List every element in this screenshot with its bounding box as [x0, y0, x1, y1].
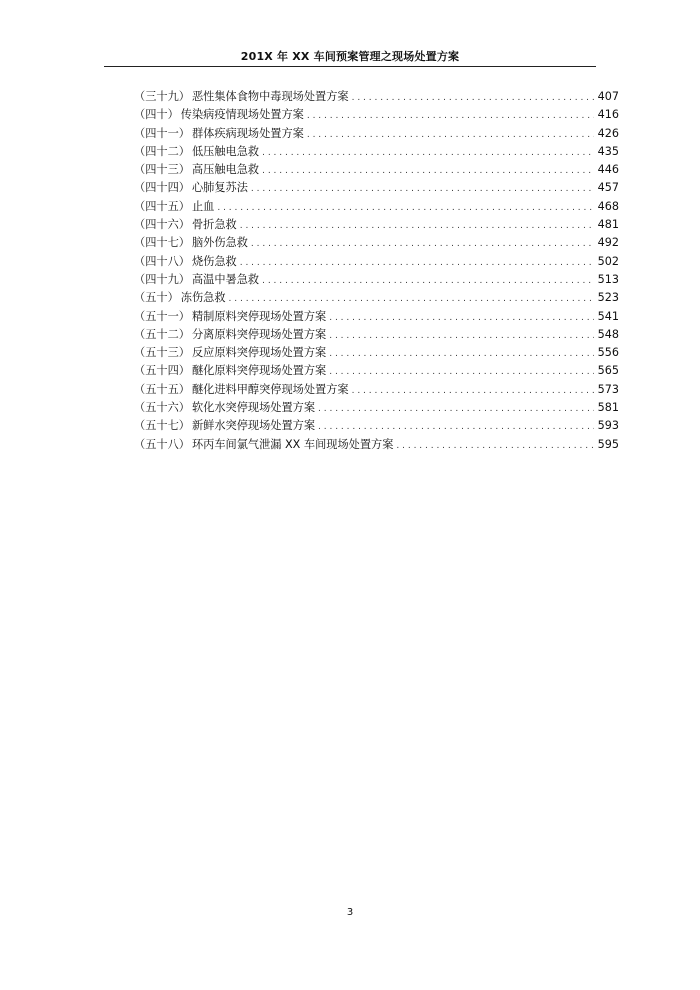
toc-dot-leader — [329, 345, 594, 363]
toc-entry-title: 高温中暑急救 — [191, 272, 260, 286]
toc-entry-page: 556 — [597, 346, 619, 360]
toc-dot-leader — [240, 254, 594, 272]
toc-entry-page: 426 — [597, 126, 619, 140]
toc-entry-number: （四十） — [134, 108, 179, 122]
toc-entry-title: 分离原料突停现场处置方案 — [191, 327, 327, 341]
toc-entry[interactable] — [134, 399, 619, 417]
toc-dot-leader — [262, 272, 594, 290]
table-of-contents — [134, 88, 619, 454]
toc-entry-title: 反应原料突停现场处置方案 — [191, 346, 327, 360]
toc-entry-number: （五十七） — [134, 419, 190, 433]
toc-entry-title: 止血 — [191, 199, 215, 213]
toc-entry-page: 581 — [597, 401, 619, 415]
toc-dot-leader — [352, 382, 594, 400]
toc-dot-leader — [240, 217, 594, 235]
toc-entry-number: （五十五） — [134, 382, 190, 396]
toc-entry-page: 541 — [597, 309, 619, 323]
toc-entry[interactable] — [134, 271, 619, 289]
toc-entry-page: 523 — [597, 291, 619, 305]
toc-entry-page: 481 — [597, 218, 619, 232]
toc-dot-leader — [307, 126, 594, 144]
toc-dot-leader — [318, 400, 594, 418]
toc-entry-page: 416 — [597, 108, 619, 122]
toc-entry-title: 心肺复苏法 — [191, 181, 248, 195]
toc-entry[interactable] — [134, 179, 619, 197]
toc-entry-title: 醚化原料突停现场处置方案 — [191, 364, 327, 378]
toc-entry-title: 骨折急救 — [191, 218, 237, 232]
toc-entry[interactable] — [134, 161, 619, 179]
toc-entry[interactable] — [134, 381, 619, 399]
toc-entry[interactable] — [134, 308, 619, 326]
toc-entry-number: （四十八） — [134, 254, 190, 268]
toc-entry-number: （五十八） — [134, 437, 190, 451]
toc-entry-page: 565 — [597, 364, 619, 378]
toc-dot-leader — [329, 309, 594, 327]
toc-entry-page: 593 — [597, 419, 619, 433]
toc-entry-number: （五十六） — [134, 401, 190, 415]
toc-entry-number: （四十七） — [134, 236, 190, 250]
toc-entry[interactable] — [134, 417, 619, 435]
toc-dot-leader — [217, 199, 594, 217]
toc-entry-page: 548 — [597, 327, 619, 341]
toc-entry[interactable] — [134, 106, 619, 124]
toc-dot-leader — [329, 327, 594, 345]
toc-dot-leader — [318, 418, 594, 436]
toc-entry-number: （三十九） — [134, 90, 190, 103]
toc-entry-page: 502 — [597, 254, 619, 268]
header-divider — [104, 66, 596, 67]
toc-entry-page: 573 — [597, 382, 619, 396]
toc-entry[interactable] — [134, 216, 619, 234]
toc-dot-leader — [251, 180, 594, 198]
toc-dot-leader — [251, 235, 594, 253]
toc-entry-page: 446 — [597, 163, 619, 177]
toc-dot-leader — [396, 437, 594, 455]
toc-entry[interactable] — [134, 253, 619, 271]
toc-entry-number: （四十四） — [134, 181, 190, 195]
toc-entry-page: 457 — [597, 181, 619, 195]
toc-entry-number: （五十一） — [134, 309, 190, 323]
toc-entry[interactable] — [134, 143, 619, 161]
toc-entry-title: 精制原料突停现场处置方案 — [191, 309, 327, 323]
toc-dot-leader — [262, 144, 594, 162]
toc-entry-title: 环丙车间氯气泄漏 XX 车间现场处置方案 — [191, 437, 394, 451]
toc-entry[interactable] — [134, 88, 619, 106]
toc-entry-number: （五十） — [134, 291, 179, 305]
toc-entry-title: 醚化进料甲醇突停现场处置方案 — [191, 382, 349, 396]
toc-dot-leader — [262, 162, 594, 180]
toc-entry-number: （五十四） — [134, 364, 190, 378]
toc-entry-title: 冻伤急救 — [180, 291, 226, 305]
toc-entry-page: 492 — [597, 236, 619, 250]
toc-dot-leader — [307, 107, 594, 125]
toc-entry[interactable] — [134, 125, 619, 143]
toc-entry[interactable] — [134, 362, 619, 380]
toc-entry-number: （四十九） — [134, 272, 190, 286]
toc-entry-number: （四十三） — [134, 163, 190, 177]
toc-entry-title: 软化水突停现场处置方案 — [191, 401, 316, 415]
toc-entry-number: （四十二） — [134, 144, 190, 158]
toc-entry-page: 407 — [597, 90, 619, 103]
toc-entry-title: 脑外伤急救 — [191, 236, 248, 250]
toc-entry[interactable] — [134, 326, 619, 344]
toc-dot-leader — [352, 89, 594, 107]
toc-entry-number: （四十一） — [134, 126, 190, 140]
toc-entry[interactable] — [134, 198, 619, 216]
toc-entry-title: 烧伤急救 — [191, 254, 237, 268]
page-header: 201X 年 XX 车间预案管理之现场处置方案 — [240, 50, 460, 63]
toc-entry-title: 新鲜水突停现场处置方案 — [191, 419, 316, 433]
toc-entry-number: （五十二） — [134, 327, 190, 341]
toc-entry-title: 恶性集体食物中毒现场处置方案 — [191, 90, 349, 103]
toc-entry-number: （五十三） — [134, 346, 190, 360]
toc-dot-leader — [229, 290, 594, 308]
toc-entry[interactable] — [134, 344, 619, 362]
toc-entry-page: 468 — [597, 199, 619, 213]
toc-entry[interactable] — [134, 289, 619, 307]
toc-entry-page: 595 — [597, 437, 619, 451]
toc-entry[interactable] — [134, 234, 619, 252]
page-number: 3 — [346, 907, 354, 918]
toc-entry-page: 435 — [597, 144, 619, 158]
toc-entry-number: （四十五） — [134, 199, 190, 213]
toc-entry-page: 513 — [597, 272, 619, 286]
toc-dot-leader — [329, 363, 594, 381]
toc-entry-number: （四十六） — [134, 218, 190, 232]
toc-entry[interactable] — [134, 436, 619, 454]
toc-entry-title: 低压触电急救 — [191, 144, 260, 158]
toc-entry-title: 传染病疫情现场处置方案 — [180, 108, 304, 122]
toc-entry-title: 高压触电急救 — [191, 163, 260, 177]
toc-entry-title: 群体疾病现场处置方案 — [191, 126, 304, 140]
